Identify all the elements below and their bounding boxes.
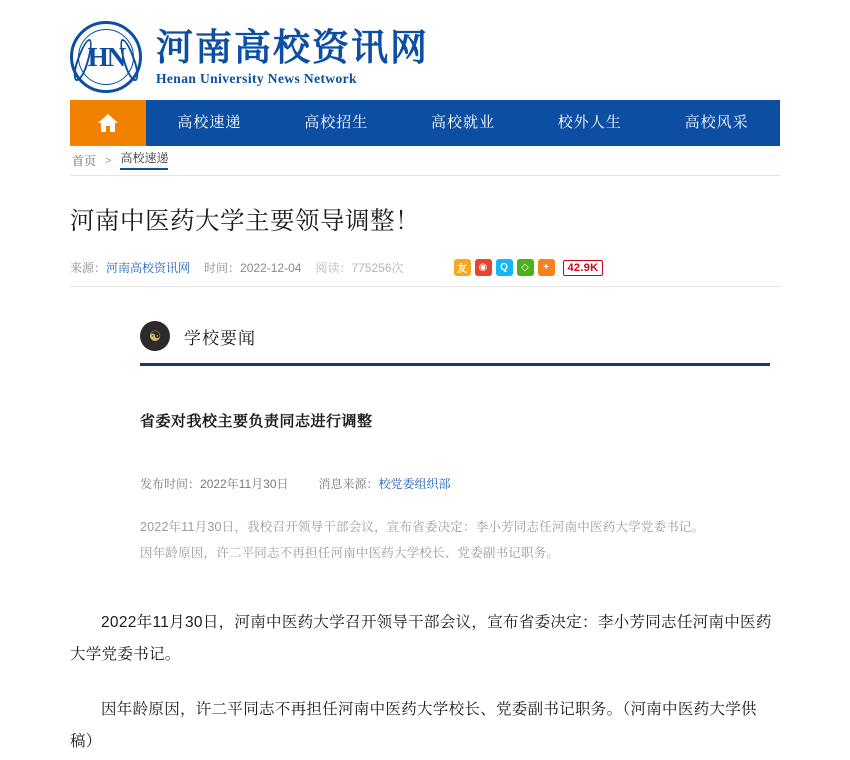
breadcrumb [70,146,780,176]
article-body [70,607,780,759]
page-title: 河南中医药大学主要领导调整！ [70,206,420,235]
site-logo-icon [70,21,142,93]
embedded-source-label: 消息来源： [318,477,379,491]
site-title-en: Henan University News Network [156,71,357,87]
embedded-article-title: 省委对我校主要负责同志进行调整 [140,413,373,430]
nav-item-gaoxiaosudi[interactable]: 高校速递 [177,114,242,131]
embedded-source [319,475,451,492]
share-wechat-icon[interactable]: ◇ [517,259,534,276]
nav-home-button[interactable] [70,100,146,146]
nav-item-gaoxiaozhaosheng[interactable]: 高校招生 [304,114,369,131]
embedded-publish-time [140,475,289,492]
article-meta [70,259,780,287]
site-title-cn: 河南高校资讯网 [156,24,429,69]
article-header [70,176,780,287]
breadcrumb-home-link[interactable]: 首页 [72,154,97,168]
nav-item-gaoxiaojiuye[interactable]: 高校就业 [430,114,495,131]
breadcrumb-separator-icon: > [105,154,112,167]
share-qq-icon[interactable]: Q [496,259,513,276]
site-logo-text [156,24,429,88]
embedded-paragraph: 因年龄原因，许二平同志不再担任河南中医药大学校长、党委副书记职务。 [140,546,560,561]
main-navigation [70,100,780,146]
embedded-paragraph: 2022年11月30日，我校召开领导干部会议，宣布省委决定：李小芳同志任河南中医药大学党委书记。 [140,520,705,534]
article-source-label: 来源： [70,261,107,275]
embedded-card-header [140,321,770,366]
article-paragraph: 因年龄原因，许二平同志不再担任河南中医药大学校长、党委副书记职务。（河南中医药大学供稿） [70,700,757,751]
embedded-publish-label: 发布时间： [140,477,201,491]
embedded-source-link[interactable]: 校党委组织部 [378,477,451,491]
nav-item-xiaowairensheng[interactable]: 校外人生 [557,114,622,131]
share-weibo-icon[interactable]: ◉ [475,259,492,276]
logo-monogram: HN [87,41,125,72]
breadcrumb-current[interactable]: 高校速递 [120,152,168,170]
article-views [315,259,403,276]
nav-item-gaoxiaofengcai[interactable]: 高校风采 [684,114,749,131]
article-views-label: 阅读： [315,261,352,275]
embedded-card-title: 学校要闻 [184,328,256,348]
embedded-notice-card [70,321,780,567]
school-seal-icon: ☯ [140,321,170,351]
share-count-badge: 42.9K [563,260,604,276]
article-time-value: 2022-12-04 [240,261,302,275]
embedded-publish-value: 2022年11月30日 [200,477,289,491]
article-views-value: 775256次 [351,261,404,275]
article-source-link[interactable]: 河南高校资讯网 [106,261,191,275]
share-bar [454,259,604,276]
nav-item-list [146,100,780,146]
embedded-article-body [140,514,780,567]
article-time-label: 时间： [204,261,241,275]
site-header [0,0,850,100]
share-qzone-icon[interactable]: 友 [454,259,471,276]
share-more-icon[interactable]: + [538,259,555,276]
embedded-article-meta [140,475,780,492]
article-source [70,259,190,276]
article-paragraph: 2022年11月30日，河南中医药大学召开领导干部会议，宣布省委决定：李小芳同志任河南中医药大学党委书记。 [70,613,772,664]
home-icon [97,113,119,133]
article-time [204,259,301,276]
